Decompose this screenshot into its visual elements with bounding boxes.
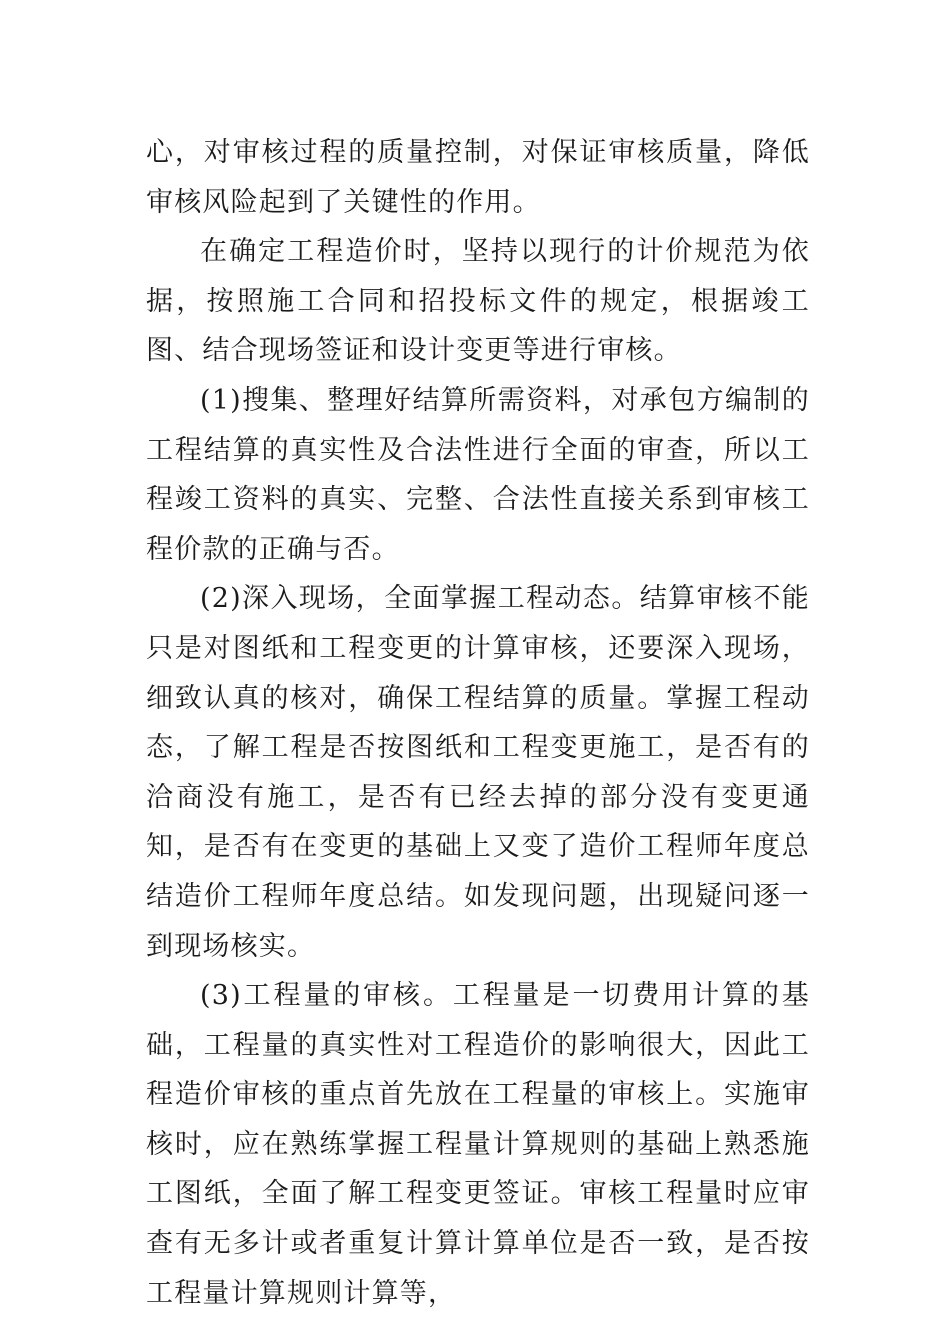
paragraph-item-1: (1)搜集、整理好结算所需资料，对承包方编制的工程结算的真实性及合法性进行全面的审查，所以工程竣工资料的真实、完整、合法性直接关系到审核工程价款的正确与否。 xyxy=(146,384,810,565)
body-text xyxy=(146,128,810,1318)
paragraph-item-3: (3)工程量的审核。工程量是一切费用计算的基础，工程量的真实性对工程造价的影响很大，因此工程造价审核的重点首先放在工程量的审核上。实施审核时，应在熟练掌握工程量计算规则的基础上熟悉施工图纸，全面了解工程变更签证。审核工程量时应审查有无多计或者重复计算计算单位是否一致，是否按工程量计算规则计算等， xyxy=(146,980,810,1309)
paragraph-pricing-basis: 在确定工程造价时，坚持以现行的计价规范为依据，按照施工合同和招投标文件的规定，根据竣工图、结合现场签证和设计变更等进行审核。 xyxy=(146,236,810,367)
paragraph-item-2: (2)深入现场，全面掌握工程动态。结算审核不能只是对图纸和工程变更的计算审核，还要深入现场，细致认真的核对，确保工程结算的质量。掌握工程动态，了解工程是否按图纸和工程变更施工，是否有的洽商没有施工，是否有已经去掉的部分没有变更通知，是否有在变更的基础上又变了造价工程师年度总结造价工程师年度总结。如发现问题，出现疑问逐一到现场核实。 xyxy=(146,583,810,962)
paragraph-continued: 心，对审核过程的质量控制，对保证审核质量，降低审核风险起到了关键性的作用。 xyxy=(146,137,810,218)
